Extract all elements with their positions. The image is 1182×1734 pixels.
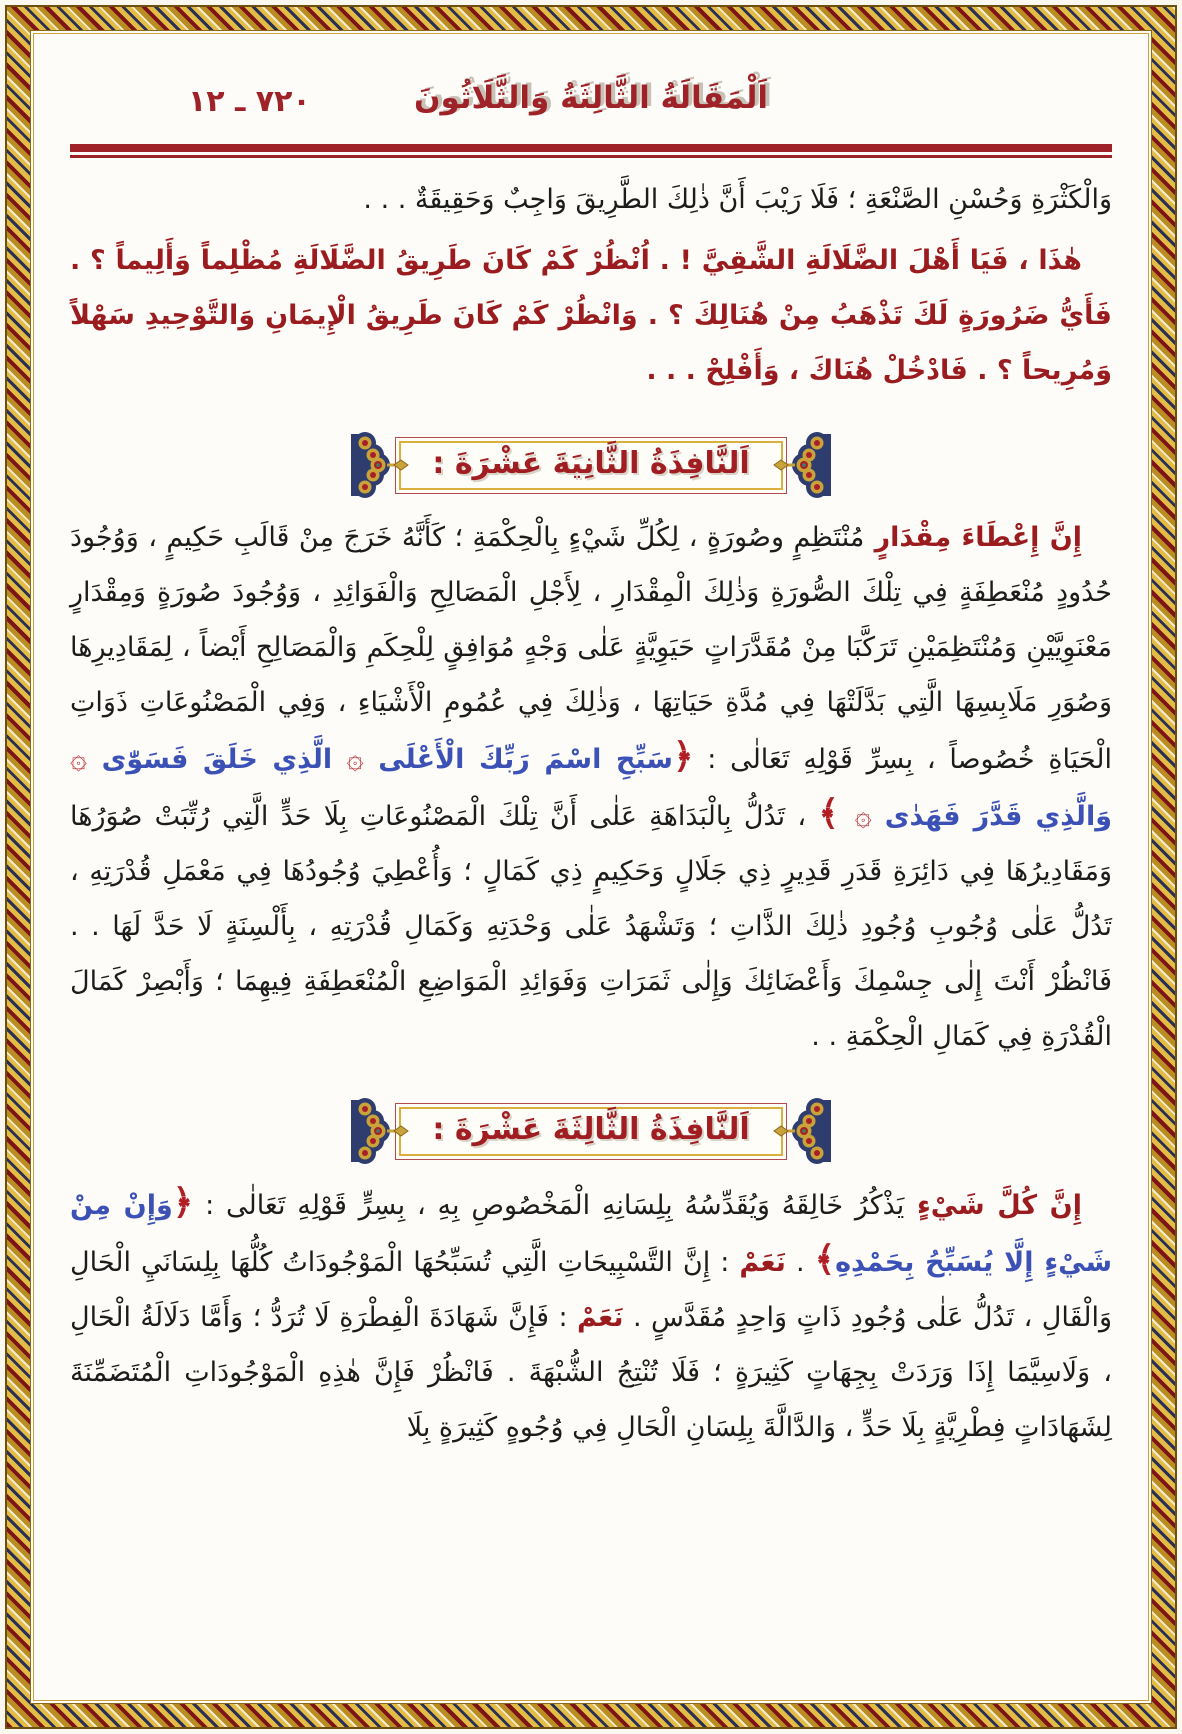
quran-verse: الَّذِي خَلَقَ فَسَوّٰى <box>87 744 347 775</box>
text-segment: ، تَدُلُّ بِالْبَدَاهَةِ عَلٰى أَنَّ تِلْكَ الْمَصْنُوعَاتِ بِلَا حَدٍّ الَّتِي رُتِّبَتْ صُوَرُهَا وَمَقَادِيرُهَا فِي دَائِرَةِ قَدَرِ قَدِيرٍ ذِي جَلَالٍ وَحَكِيمٍ ذِي كَمَالٍ ؛ وَأُعْطِيَ وُجُودُهَا فِي مَعْمَلِ قُدْرَتِهِ ، تَدُلُّ عَلٰى وُجُوبِ وُجُودِ ذٰلِكَ الذَّاتِ ؛ وَتَشْهَدُ عَلٰى وَحْدَتِهِ وَكَمَالِ قُدْرَتِهِ ، بِأَلْسِنَةٍ لَا حَدَّ لَهَا . . فَانْظُرْ أَنْتَ إِلٰى جِسْمِكَ وَأَعْضَائِكَ وَإِلٰى ثَمَرَاتِ وَفَوَائِدِ الْمَوَاضِعِ الْمُنْعَطِفَةِ فِيهِمَا ؛ وَأَبْصِرْ كَمَالَ الْقُدْرَةِ فِي كَمَالِ الْحِكْمَةِ . . <box>70 801 1112 1052</box>
text-segment: هٰذَا ، فَيَا أَهْلَ الضَّلَالَةِ الشَّقِيَّ ! . اُنْظُرْ كَمْ كَانَ طَرِيقُ الضَّلَالَةِ مُظْلِماً وَأَلِيماً ؟ . فَأَيُّ ضَرُورَةٍ لَكَ تَذْهَبُ مِنْ هُنَالِكَ ؟ . وَانْظُرْ كَمْ كَانَ طَرِيقُ الْإِيمَانِ وَالتَّوْحِيدِ سَهْلاً وَمُرِيحاً ؟ . فَادْخُلْ هُنَاكَ ، وَأَفْلِحْ . . . <box>70 245 1112 386</box>
window-ornament-right-icon <box>351 1098 409 1164</box>
header-double-rule <box>70 144 1112 158</box>
verse-rosette-icon: ۞ <box>346 741 364 775</box>
emphasis-naam: نَعَمْ <box>739 1247 786 1278</box>
verse-rosette-icon: ۞ <box>854 798 872 832</box>
paragraph-exhortation <box>70 233 1112 398</box>
window-ornament-right-icon <box>351 432 409 498</box>
quran-verse: وَإِنْ مِنْ شَيْءٍ إِلَّا يُسَبِّحُ بِحَمْدِهِ <box>70 1190 1112 1278</box>
text-segment: : فَإِنَّ شَهَادَةَ الْفِطْرَةِ لَا تُرَدُّ ؛ وَأَمَّا دَلَالَةُ الْحَالِ ، وَلَاسِيَّمَا إِذَا وَرَدَتْ بِجِهَاتٍ كَثِيرَةٍ ؛ فَلَا تُنْتِجُ الشُّبْهَةَ . فَانْظُرْ فَإِنَّ هٰذِهِ الْمَوْجُودَاتِ الْمُتَضَمِّنَةَ لِشَهَادَاتٍ فِطْرِيَّةٍ بِلَا حَدٍّ ، وَالدَّالَّةَ بِلِسَانِ الْحَالِ فِي وُجُوهٍ كَثِيرَةٍ بِلَا <box>70 1302 1112 1443</box>
quran-verse: وَالَّذِي قَدَّرَ فَهَدٰى <box>871 801 1112 832</box>
content-sheet <box>30 30 1152 1704</box>
lead-in-red: إِنَّ إِعْطَاءَ مِقْدَارٍ <box>864 522 1082 553</box>
window-title: اَلنَّافِذَةُ الثَّانِيَةَ عَشْرَةَ : <box>432 445 750 481</box>
bottom-margin <box>70 1455 1112 1595</box>
text-segment: . <box>785 1247 815 1278</box>
text-segment: مُنْتَظِمٍ وصُورَةٍ ، لِكُلِّ شَيْءٍ بِالْحِكْمَةِ ؛ كَأَنَّهُ خَرَجَ مِنْ قَالَبِ حَكِيمٍ ، وَوُجُودَ حُدُودٍ مُنْعَطِفَةٍ فِي تِلْكَ الصُّورَةِ وَذٰلِكَ الْمِقْدَارِ ، لِأَجْلِ الْمَصَالِحِ وَالْفَوَائِدِ ، وَوُجُودَ صُورَةٍ وَمِقْدَارٍ مَعْنَوِيَّيْنِ وَمُنْتَظِمَيْنِ تَرَكَّبَا مِنْ مُقَدَّرَاتٍ حَيَوِيَّةٍ عَلٰى وَجْهٍ مُوَافِقٍ لِلْحِكَمِ وَالْمَصَالِحِ أَيْضاً ، لِمَقَادِيرِهَا وَصُوَرِ مَلَابِسِهَا الَّتِي بَدَّلَتْهَا فِي مُدَّةِ حَيَاتِهَا ، وَذٰلِكَ فِي عُمُومِ الْأَشْيَاءِ ، وَفِي الْمَصْنُوعَاتِ ذَوَاتِ الْحَيَاةِ خُصُوصاً ، بِسِرِّ قَوْلِهِ تَعَالٰى : <box>70 522 1113 775</box>
quran-open-bracket: ﴿ <box>172 1183 194 1223</box>
quran-close-bracket: ﴾ <box>818 794 855 834</box>
paragraph-twelfth-window <box>70 510 1112 1064</box>
quran-verse: سَبِّحِ اسْمَ رَبِّكَ الْأَعْلَى <box>363 744 673 775</box>
window-banner-twelfth <box>351 432 830 498</box>
window-ornament-left-icon <box>773 1098 831 1164</box>
text-segment: : إِنَّ التَّسْبِيحَاتِ الَّتِي تُسَبِّحُهَا الْمَوْجُودَاتُ كُلُّهَا بِلِسَانَيِ الْحَالِ وَالْقَالِ ، تَدُلُّ عَلٰى وُجُودِ ذَاتٍ وَاحِدٍ مُقَدَّسٍ . <box>70 1247 1112 1333</box>
window-title-box <box>395 1103 786 1160</box>
page-title: اَلْمَقَالَةُ الثَّالِثَةُ وَالثَّلَاثُونَ <box>414 80 768 116</box>
window-ornament-left-icon <box>773 432 831 498</box>
page-header <box>70 80 1112 138</box>
window-title: اَلنَّافِذَةُ الثَّالِثَةَ عَشْرَةَ : <box>432 1111 750 1147</box>
quran-close-bracket: ﴾ <box>814 1240 836 1280</box>
paragraph-thirteenth-window <box>70 1176 1112 1455</box>
text-segment: يَذْكُرُ خَالِقَهُ وَيُقَدِّسُهُ بِلِسَانِهِ الْمَخْصُوصِ بِهِ ، بِسِرٍّ قَوْلِهِ تَعَالٰى : <box>193 1190 905 1221</box>
window-title-box <box>395 437 786 494</box>
lead-in-red: إِنَّ كُلَّ شَيْءٍ <box>904 1190 1082 1221</box>
quran-open-bracket: ﴿ <box>672 737 694 777</box>
emphasis-naam: نَعَمْ <box>577 1302 624 1333</box>
paragraph-continuation <box>70 172 1112 227</box>
page-number: ٧٢٠ ـ ١٢ <box>188 84 311 119</box>
verse-rosette-icon: ۞ <box>70 741 87 775</box>
page-content <box>30 80 1152 1734</box>
text-segment: وَالْكَثْرَةِ وَحُسْنِ الصَّنْعَةِ ؛ فَلَا رَيْبَ أَنَّ ذٰلِكَ الطَّرِيقَ وَاجِبٌ وَحَقِيقَةٌ . . . <box>363 184 1112 215</box>
window-banner-thirteenth <box>351 1098 830 1164</box>
